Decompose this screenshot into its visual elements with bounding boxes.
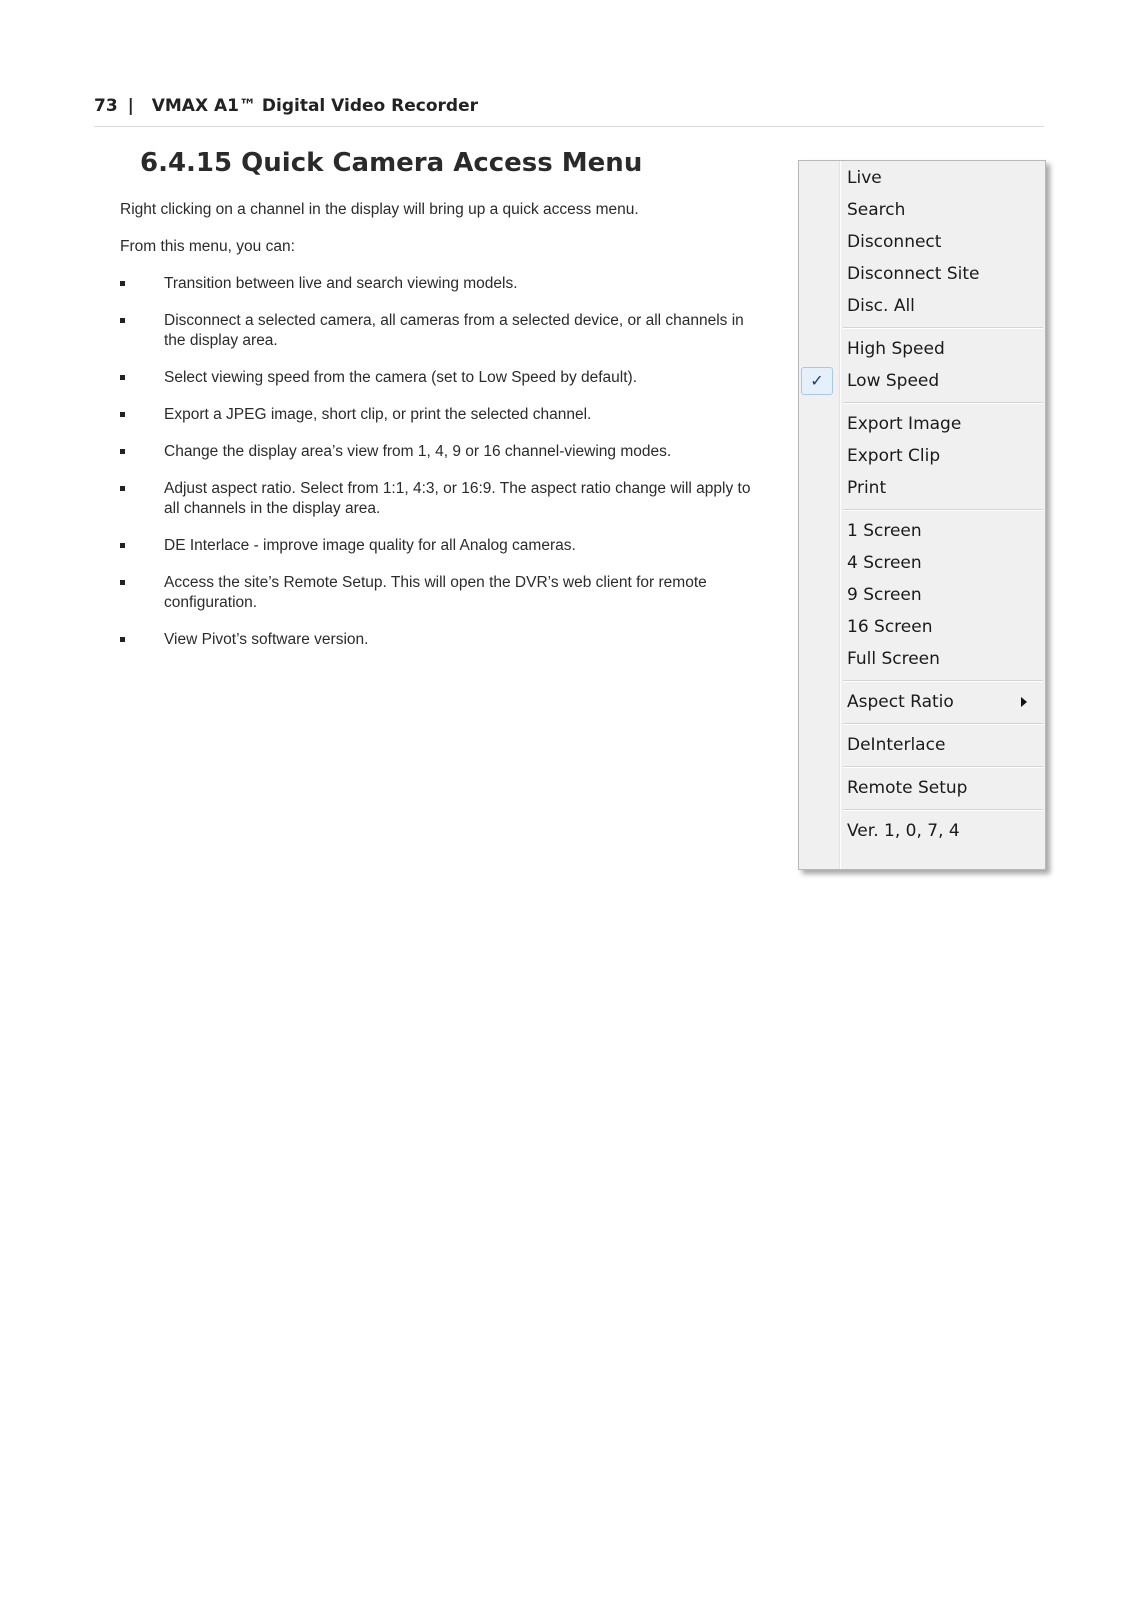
menu-item-print[interactable] [799,472,1045,504]
list-item [120,479,760,519]
bullet-icon [120,281,125,286]
list-item-text: Transition between live and search viewing models. [164,275,518,292]
list-item-text: DE Interlace - improve image quality for all Analog cameras. [164,537,576,554]
menu-item-label: Print [847,478,887,498]
menu-item-label: Low Speed [847,371,940,391]
menu-item-label: Export Image [847,414,962,434]
list-item-text: Change the display area’s view from 1, 4, 9 or 16 channel-viewing modes. [164,443,672,460]
list-item [120,311,760,351]
menu-item-label: Disconnect Site [847,264,980,284]
menu-separator [799,804,1045,815]
menu-item-label: Remote Setup [847,778,968,798]
list-item [120,442,760,462]
menu-item-low-speed[interactable] [799,365,1045,397]
section-title: 6.4.15 Quick Camera Access Menu [140,148,643,178]
menu-item-export-clip[interactable] [799,440,1045,472]
bullet-icon [120,486,125,491]
menu-item-label: Aspect Ratio [847,692,954,712]
menu-item-16-screen[interactable] [799,611,1045,643]
menu-item-label: Full Screen [847,649,940,669]
menu-item-export-image[interactable] [799,408,1045,440]
menu-item-label: Disc. All [847,296,915,316]
menu-separator [799,761,1045,772]
menu-separator [799,397,1045,408]
menu-item-label: Search [847,200,906,220]
list-item [120,536,760,556]
menu-item-search[interactable] [799,194,1045,226]
menu-item-label: DeInterlace [847,735,946,755]
list-item [120,368,760,388]
intro-paragraph: Right clicking on a channel in the display will bring up a quick access menu. [120,201,639,218]
menu-item-label: High Speed [847,339,945,359]
menu-item-1-screen[interactable] [799,515,1045,547]
menu-item-live[interactable] [799,162,1045,194]
bullet-icon [120,318,125,323]
list-item-text: Access the site’s Remote Setup. This will open the DVR’s web client for remote configuration. [164,574,707,611]
menu-item-label: Export Clip [847,446,941,466]
menu-item-deinterlace[interactable] [799,729,1045,761]
list-item [120,405,760,425]
document-title: VMAX A1™ Digital Video Recorder [151,96,478,116]
menu-separator [799,718,1045,729]
menu-item-remote-setup[interactable] [799,772,1045,804]
section-body [120,200,760,667]
lead-paragraph: From this menu, you can: [120,238,295,255]
bullet-icon [120,375,125,380]
feature-list [120,274,760,650]
menu-separator [799,322,1045,333]
submenu-arrow-icon [1021,697,1027,707]
menu-item-label: Live [847,168,882,188]
menu-separator [799,504,1045,515]
list-item-text: Adjust aspect ratio. Select from 1:1, 4:3, or 16:9. The aspect ratio change will apply to all channels in the display area. [164,480,751,517]
menu-item-label: 1 Screen [847,521,922,541]
menu-separator [799,675,1045,686]
list-item-text: Select viewing speed from the camera (set to Low Speed by default). [164,369,637,386]
list-item [120,274,760,294]
menu-item-label: Disconnect [847,232,942,252]
menu-item-9-screen[interactable] [799,579,1045,611]
menu-items [799,161,1045,847]
menu-item-full-screen[interactable] [799,643,1045,675]
menu-item-label: 4 Screen [847,553,922,573]
menu-item-disc-all[interactable] [799,290,1045,322]
menu-item-label: Ver. 1, 0, 7, 4 [847,821,960,841]
page-number: 73 [94,96,118,116]
list-item-text: Disconnect a selected camera, all cameras from a selected device, or all channels in the display area. [164,312,744,349]
menu-item-disconnect[interactable] [799,226,1045,258]
bullet-icon [120,543,125,548]
bullet-icon [120,637,125,642]
quick-camera-access-menu [798,160,1046,870]
bullet-icon [120,412,125,417]
menu-item-high-speed[interactable] [799,333,1045,365]
list-item [120,573,760,613]
bullet-icon [120,449,125,454]
menu-item-disconnect-site[interactable] [799,258,1045,290]
header-separator: | [127,96,134,116]
list-item [120,630,760,650]
menu-item-label: 9 Screen [847,585,922,605]
menu-item-4-screen[interactable] [799,547,1045,579]
menu-item-aspect-ratio[interactable] [799,686,1045,718]
page-header [94,96,1044,127]
menu-item-label: 16 Screen [847,617,933,637]
list-item-text: Export a JPEG image, short clip, or print the selected channel. [164,406,592,423]
menu-item-version[interactable] [799,815,1045,847]
checkmark-icon: ✓ [801,367,833,395]
list-item-text: View Pivot’s software version. [164,631,369,648]
bullet-icon [120,580,125,585]
